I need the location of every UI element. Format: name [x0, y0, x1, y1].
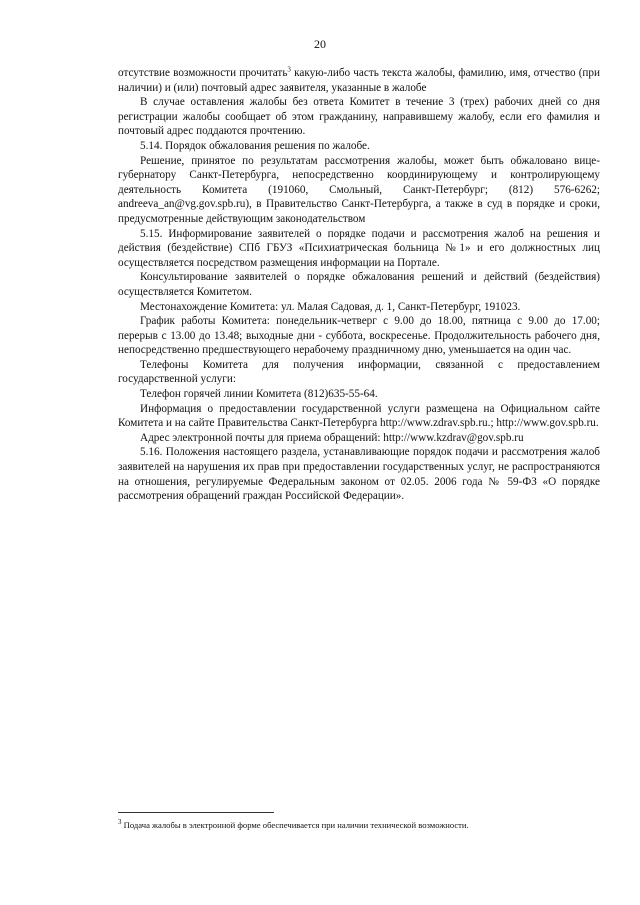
page-number: 20 [314, 37, 326, 51]
footnote-marker: 3 [118, 818, 122, 827]
paragraph-text: отсутствие возможности прочитать [118, 67, 288, 79]
paragraph-websites: Информация о предоставлении государственной услуги размещена на Официальном сайте Комитета и на сайте Правительства Санкт-Петербурга http://www.zdrav.spb.ru.; http://www.gov.spb.ru. [118, 402, 600, 430]
paragraph-complaint-unreadable [118, 66, 600, 95]
section-heading-5-15: 5.15. Информирование заявителей о порядке подачи и рассмотрения жалоб на решения и действия (бездействие) СПб ГБУЗ «Психиатрическая больница №1» и его должностных лиц осуществляется посредством размещения информации на Портале. [118, 227, 600, 269]
footnote-divider [118, 812, 274, 813]
footnote-text: Подача жалобы в электронной форме обеспечивается при наличии технической возможности. [121, 820, 469, 830]
footnote [118, 820, 600, 831]
paragraph-consulting: Консультирование заявителей о порядке обжалования решений и действий (бездействия) осуществляется Комитетом. [118, 271, 600, 298]
paragraph-location: Местонахождение Комитета: ул. Малая Садовая, д. 1, Санкт-Петербург, 191023. [140, 300, 521, 313]
footnote-reference: 3 [287, 65, 291, 74]
paragraph-phones: Телефоны Комитета для получения информации, связанной с предоставлением государственной услуги: [118, 358, 600, 386]
paragraph-no-answer: В случае оставления жалобы без ответа Комитет в течение 3 (трех) рабочих дней со дня регистрации жалобы сообщает об этом гражданину, направившему жалобу, если его фамилия и почтовый адрес поддаются прочтению. [118, 96, 600, 138]
paragraph-schedule: График работы Комитета: понедельник-четверг с 9.00 до 18.00, пятница с 9.00 до 17.00; перерыв с 13.00 до 13.48; выходные дни - суббота, воскресенье. Продолжительность рабочего дня, непосредственно предшествующего нерабочему праздничному дню, уменьшается на один час. [118, 315, 600, 357]
section-heading-5-14: 5.14. Порядок обжалования решения по жалобе. [140, 139, 370, 152]
document-body [118, 66, 600, 504]
section-heading-5-16: 5.16. Положения настоящего раздела, устанавливающие порядок подачи и рассмотрения жалоб заявителей на нарушения их прав при предоставлении государственных услуг, не распространяются на отношения, регулируемые Федеральным законом от 02.05. 2006 года № 59-ФЗ «О порядке рассмотрения обращений граждан Российской Федерации». [118, 446, 600, 503]
paragraph-email: Адрес электронной почты для приема обращений: http://www.kzdrav@gov.spb.ru [140, 431, 524, 444]
paragraph-text: какую-либо часть текста жалобы, фамилию, имя, отчество (при наличии) и (или) почтовый адрес заявителя, указанные в жалобе [118, 67, 600, 94]
paragraph-appeal-decision: Решение, принятое по результатам рассмотрения жалобы, может быть обжаловано вице-губернатору Санкт-Петербурга, непосредственно координирующему и контролирующему деятельность Комитета (191060, Смольный, Санкт-Петербург; (812) 576-6262; andreeva_an@vg.gov.spb.ru), в Правительство Санкт-Петербурга, а также в суд в порядке и сроки, предусмотренные действующим законодательством [118, 154, 600, 225]
paragraph-hotline: Телефон горячей линии Комитета (812)635-55-64. [140, 388, 378, 401]
